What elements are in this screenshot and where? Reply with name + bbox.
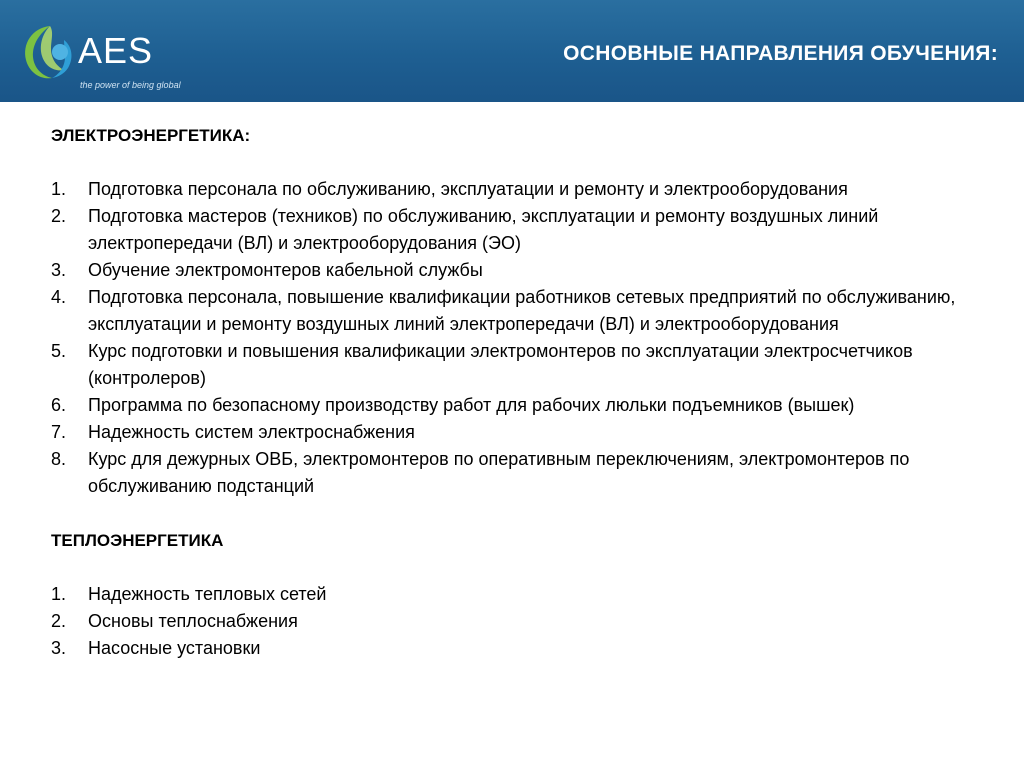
content-body <box>51 122 1001 662</box>
list-item-text: Подготовка персонала по обслуживанию, эксплуатации и ремонту и электрооборудования <box>88 179 848 199</box>
course-list <box>51 581 1001 662</box>
aes-logo-mark-icon <box>20 22 78 84</box>
list-item-text: Подготовка мастеров (техников) по обслуживанию, эксплуатации и ремонту воздушных линий электропередачи (ВЛ) и электрооборудования (ЭО) <box>88 206 879 253</box>
aes-logo <box>20 22 200 92</box>
list-item <box>51 176 1001 203</box>
list-number: 1. <box>51 584 67 604</box>
list-item <box>51 392 1001 419</box>
list-item-text: Надежность систем электроснабжения <box>88 422 415 442</box>
section-heading: ЭЛЕКТРОЭНЕРГЕТИКА: <box>51 126 251 145</box>
logo-wordmark: AES <box>78 30 154 71</box>
list-number: 3. <box>51 260 67 280</box>
list-number: 8. <box>51 449 67 469</box>
page-title: ОСНОВНЫЕ НАПРАВЛЕНИЯ ОБУЧЕНИЯ: <box>563 42 998 65</box>
list-item <box>51 635 1001 662</box>
list-item-text: Надежность тепловых сетей <box>88 584 327 604</box>
header-bar <box>0 0 1024 102</box>
list-item <box>51 608 1001 635</box>
list-number: 7. <box>51 422 67 442</box>
list-item-text: Курс для дежурных ОВБ, электромонтеров по оперативным переключениям, электромонтеров по обслуживанию подстанций <box>88 449 910 496</box>
list-item <box>51 338 1001 392</box>
list-number: 6. <box>51 395 67 415</box>
list-item-text: Основы теплоснабжения <box>88 611 298 631</box>
list-number: 5. <box>51 341 67 361</box>
list-item-text: Обучение электромонтеров кабельной службы <box>88 260 483 280</box>
list-item-text: Программа по безопасному производству работ для рабочих люльки подъемников (вышек) <box>88 395 855 415</box>
list-item-text: Курс подготовки и повышения квалификации электромонтеров по эксплуатации электросчетчиков (контролеров) <box>88 341 913 388</box>
logo-tagline: the power of being global <box>80 80 181 90</box>
list-item <box>51 446 1001 500</box>
section-heading: ТЕПЛОЭНЕРГЕТИКА <box>51 531 224 550</box>
list-number: 4. <box>51 287 67 307</box>
list-item-text: Насосные установки <box>88 638 261 658</box>
list-item <box>51 284 1001 338</box>
list-item <box>51 419 1001 446</box>
list-item-text: Подготовка персонала, повышение квалификации работников сетевых предприятий по обслуживанию, эксплуатации и ремонту воздушных линий электропередачи (ВЛ) и электрооборудования <box>88 287 956 334</box>
list-item <box>51 581 1001 608</box>
section-electric-power <box>51 122 1001 500</box>
list-item <box>51 257 1001 284</box>
list-item <box>51 203 1001 257</box>
section-heat-power <box>51 527 1001 662</box>
course-list <box>51 176 1001 500</box>
list-number: 2. <box>51 611 67 631</box>
list-number: 3. <box>51 638 67 658</box>
list-number: 1. <box>51 179 67 199</box>
list-number: 2. <box>51 206 67 226</box>
